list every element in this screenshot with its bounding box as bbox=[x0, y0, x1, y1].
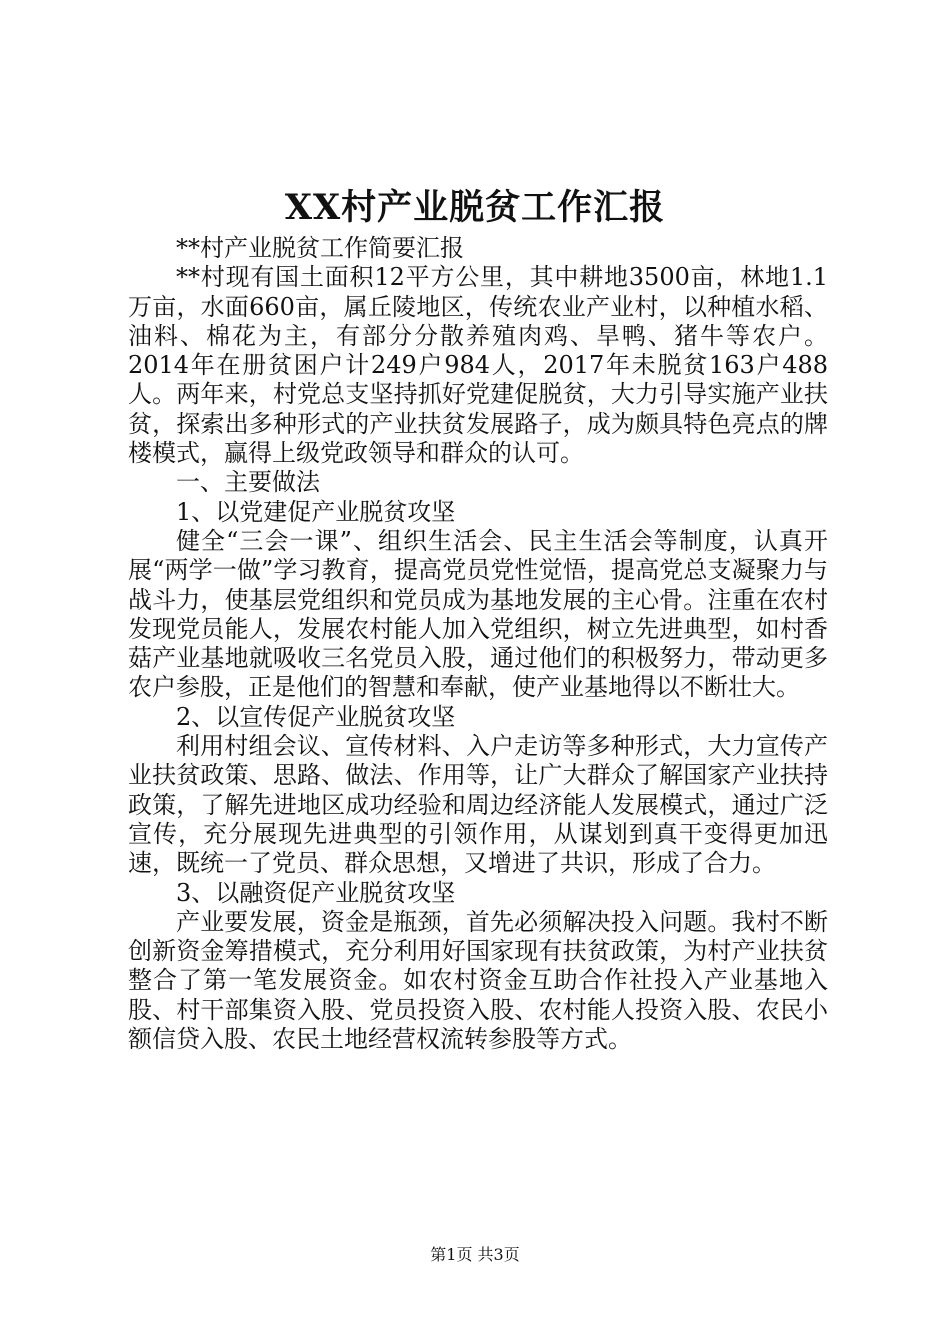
page-number-footer: 第1页 共3页 bbox=[430, 1245, 520, 1264]
paragraph-financing: 产业要发展，资金是瓶颈，首先必须解决投入问题。我村不断创新资金筹措模式，充分利用好国家现有扶贫政策，为村产业扶贫整合了第一笔发展资金。如农村资金互助合作社投入产业基地入股、村干部集资入股、党员投资入股、农村能人投资入股、农民小额信贷入股、农民土地经营权流转参股等方式。 bbox=[128, 907, 828, 1054]
document-title: XX村产业脱贫工作汇报 bbox=[284, 187, 666, 228]
paragraph-village-overview: **村现有国土面积12平方公里，其中耕地3500亩，林地1.1万亩，水面660亩，属丘陵地区，传统农业产业村，以种植水稻、油料、棉花为主，有部分分散养殖肉鸡、旱鸭、猪牛等农户。2014年在册贫困户计249户984人，2017年未脱贫163户488人。两年来，村党总支坚持抓好党建促脱贫，大力引导实施产业扶贫，探索出多种形式的产业扶贫发展路子，成为颇具特色亮点的牌楼模式，赢得上级党政领导和群众的认可。 bbox=[128, 263, 828, 468]
paragraph-publicity: 利用村组会议、宣传材料、入户走访等多种形式，大力宣传产业扶贫政策、思路、做法、作用等，让广大群众了解国家产业扶持政策，了解先进地区成功经验和周边经济能人发展模式，通过广泛宣传，充分展现先进典型的引领作用，从谋划到真干变得更加迅速，既统一了党员、群众思想，又增进了共识，形成了合力。 bbox=[128, 732, 828, 878]
document-body bbox=[128, 234, 828, 1054]
section-heading-main-practices: 一、主要做法 bbox=[176, 468, 320, 497]
subsection-heading-financing: 3、以融资促产业脱贫攻坚 bbox=[176, 878, 456, 907]
subsection-heading-party-building: 1、以党建促产业脱贫攻坚 bbox=[176, 497, 456, 526]
subsection-heading-publicity: 2、以宣传促产业脱贫攻坚 bbox=[176, 702, 456, 731]
paragraph-summary-heading: **村产业脱贫工作简要汇报 bbox=[176, 234, 464, 262]
paragraph-party-building: 健全“三会一课”、组织生活会、民主生活会等制度，认真开展“两学一做”学习教育，提高党员党性觉悟，提高党总支凝聚力与战斗力，使基层党组织和党员成为基地发展的主心骨。注重在农村发现党员能人，发展农村能人加入党组织，树立先进典型，如村香菇产业基地就吸收三名党员入股，通过他们的积极努力，带动更多农户参股，正是他们的智慧和奉献，使产业基地得以不断壮大。 bbox=[128, 526, 828, 702]
